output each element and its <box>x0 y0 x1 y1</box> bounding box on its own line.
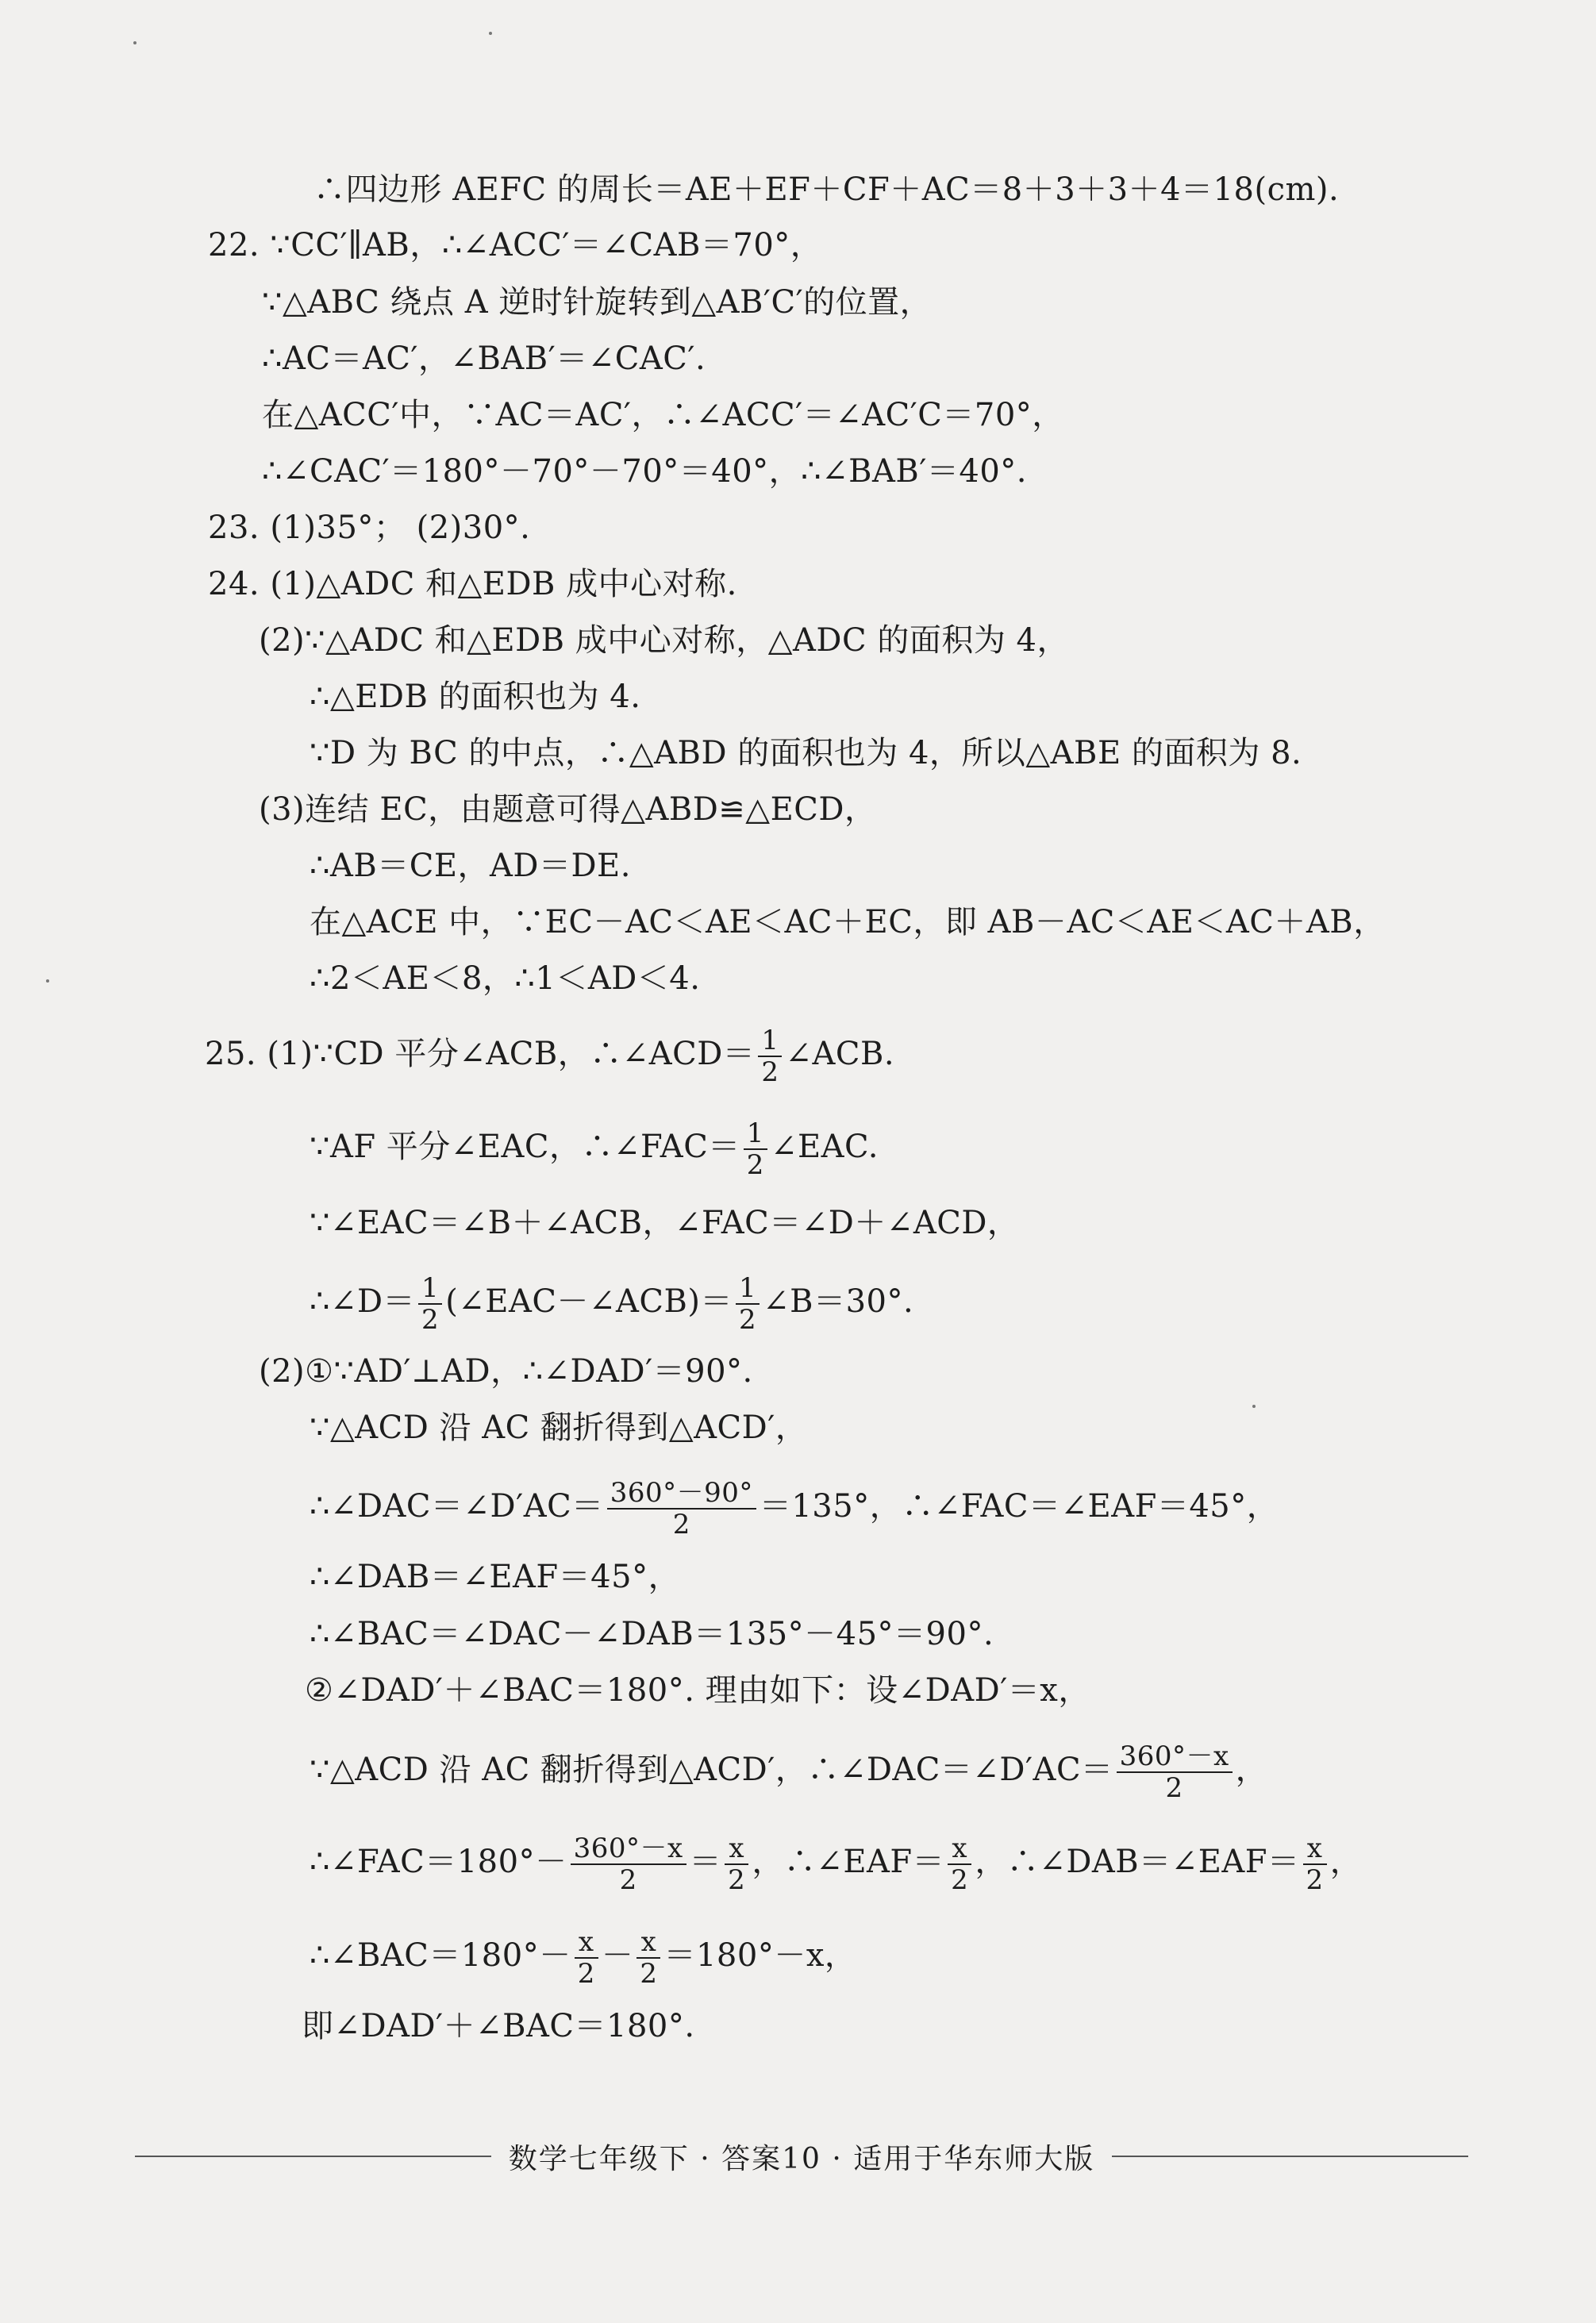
fraction-denominator: 2 <box>739 1304 757 1336</box>
fraction <box>736 1273 760 1335</box>
fraction-numerator: x <box>948 1833 971 1865</box>
fraction <box>758 1025 782 1087</box>
fraction <box>948 1833 971 1895</box>
fraction-numerator: x <box>636 1927 660 1959</box>
text-line: 在△ACE 中，∵EC－AC＜AE＜AC＋EC，即 AB－AC＜AE＜AC＋AB， <box>310 904 1386 940</box>
text-line <box>310 1741 1267 1803</box>
fraction-denominator: 2 <box>761 1056 779 1088</box>
fraction <box>636 1927 660 1989</box>
text-line: (2)∵△ADC 和△EDB 成中心对称，△ADC 的面积为 4， <box>259 622 1069 659</box>
text-segment: ∠EAC. <box>770 1129 879 1165</box>
text-line: ∴∠BAC＝∠DAC－∠DAB＝135°－45°＝90°. <box>310 1616 994 1652</box>
text-line: ∴AB＝CE，AD＝DE. <box>310 848 631 884</box>
page-footer <box>135 2136 1468 2176</box>
fraction <box>607 1478 756 1540</box>
fraction-denominator: 2 <box>577 1958 595 1990</box>
question-25-heading <box>205 1025 894 1087</box>
fraction <box>744 1118 767 1180</box>
footer-rule-right <box>1112 2156 1468 2157</box>
fraction-denominator: 2 <box>951 1864 969 1896</box>
text-segment: ，∴∠EAF＝ <box>752 1844 945 1880</box>
question-24-heading: 24. (1)△ADC 和△EDB 成中心对称. <box>208 566 737 602</box>
text-segment: ∴∠DAC＝∠D′AC＝ <box>310 1488 604 1525</box>
text-line: 在△ACC′中，∵AC＝AC′，∴∠ACC′＝∠AC′C＝70°， <box>262 397 1064 433</box>
fraction <box>418 1273 442 1335</box>
fraction <box>575 1927 598 1989</box>
fraction-denominator: 2 <box>746 1149 764 1181</box>
fraction <box>725 1833 748 1895</box>
text-line <box>310 1273 913 1335</box>
text-line: ∵D 为 BC 的中点，∴△ABD 的面积也为 4，所以△ABE 的面积为 8. <box>310 735 1302 771</box>
text-line <box>310 1478 1279 1540</box>
fraction <box>1303 1833 1327 1895</box>
text-line: ∴AC＝AC′，∠BAB′＝∠CAC′. <box>262 340 706 377</box>
text-line <box>310 1833 1362 1895</box>
fraction-numerator: 1 <box>418 1273 442 1305</box>
fraction-numerator: 1 <box>758 1025 782 1057</box>
text-line: ∵∠EAC＝∠B＋∠ACB，∠FAC＝∠D＋∠ACD， <box>310 1205 1020 1241</box>
text-line: 即∠DAD′＋∠BAC＝180°. <box>302 2008 695 2044</box>
fraction-denominator: 2 <box>728 1864 746 1896</box>
fraction-denominator: 2 <box>1306 1864 1324 1896</box>
fraction-numerator: 360°－x <box>1117 1741 1233 1773</box>
text-line <box>310 1927 856 1989</box>
text-segment: ∵AF 平分∠EAC，∴∠FAC＝ <box>310 1129 740 1165</box>
text-segment: 25. (1)∵CD 平分∠ACB，∴∠ACD＝ <box>205 1036 756 1072</box>
text-segment: (∠EAC－∠ACB)＝ <box>445 1283 733 1320</box>
text-segment: ∴∠FAC＝180°－ <box>310 1844 567 1880</box>
fraction-denominator: 2 <box>672 1509 690 1540</box>
question-23-answer: 23. (1)35°； (2)30°. <box>208 510 531 546</box>
text-line: (2)①∵AD′⊥AD，∴∠DAD′＝90°. <box>259 1353 753 1390</box>
fraction-numerator: x <box>725 1833 748 1865</box>
paper-speck <box>133 41 137 44</box>
fraction-denominator: 2 <box>1165 1772 1183 1804</box>
paper-speck <box>1252 1405 1256 1408</box>
paper-speck <box>489 32 492 35</box>
text-segment: ＝ <box>689 1844 722 1880</box>
text-line <box>310 1118 879 1180</box>
paper-speck <box>46 979 49 983</box>
text-segment: ， <box>1329 1844 1363 1880</box>
fraction-denominator: 2 <box>421 1304 440 1336</box>
fraction-numerator: 360°－x <box>571 1833 686 1865</box>
text-segment: ， <box>1235 1752 1268 1788</box>
fraction <box>571 1833 686 1895</box>
fraction <box>1117 1741 1233 1803</box>
text-line: ∴∠CAC′＝180°－70°－70°＝40°，∴∠BAB′＝40°. <box>262 453 1028 490</box>
text-line: ∵△ACD 沿 AC 翻折得到△ACD′， <box>310 1410 808 1446</box>
text-line: ∵△ABC 绕点 A 逆时针旋转到△AB′C′的位置， <box>262 284 933 321</box>
fraction-numerator: x <box>1303 1833 1327 1865</box>
text-line: ②∠DAD′＋∠BAC＝180°. 理由如下：设∠DAD′＝x， <box>305 1672 1090 1709</box>
text-segment: ∠ACB. <box>785 1036 895 1072</box>
question-22-heading: 22. ∵CC′∥AB，∴∠ACC′＝∠CAB＝70°， <box>208 227 823 263</box>
text-line: ∴2＜AE＜8，∴1＜AD＜4. <box>310 960 701 997</box>
text-segment: ＝180°－x， <box>663 1937 857 1974</box>
footer-text: 数学七年级下 · 答案10 · 适用于华东师大版 <box>508 2142 1095 2175</box>
fraction-denominator: 2 <box>640 1958 658 1990</box>
footer-rule-left <box>135 2156 491 2157</box>
text-line: (3)连结 EC，由题意可得△ABD≌△ECD， <box>259 791 877 828</box>
text-segment: － <box>601 1937 634 1974</box>
text-line: ∴△EDB 的面积也为 4. <box>310 679 641 715</box>
fraction-numerator: 360°－90° <box>607 1478 756 1510</box>
fraction-numerator: x <box>575 1927 598 1959</box>
text-line: ∴四边形 AEFC 的周长＝AE＋EF＋CF＋AC＝8＋3＋3＋4＝18(cm). <box>313 171 1340 208</box>
fraction-numerator: 1 <box>736 1273 760 1305</box>
text-segment: ∴∠D＝ <box>310 1283 416 1320</box>
fraction-numerator: 1 <box>744 1118 767 1150</box>
text-segment: ＝135°，∴∠FAC＝∠EAF＝45°， <box>759 1488 1279 1525</box>
fraction-denominator: 2 <box>619 1864 637 1896</box>
text-segment: ∠B＝30°. <box>763 1283 914 1320</box>
text-line: ∴∠DAB＝∠EAF＝45°， <box>310 1559 681 1595</box>
text-segment: ∴∠BAC＝180°－ <box>310 1937 571 1974</box>
text-segment: ∵△ACD 沿 AC 翻折得到△ACD′，∴∠DAC＝∠D′AC＝ <box>310 1752 1113 1788</box>
text-segment: ，∴∠DAB＝∠EAF＝ <box>975 1844 1300 1880</box>
